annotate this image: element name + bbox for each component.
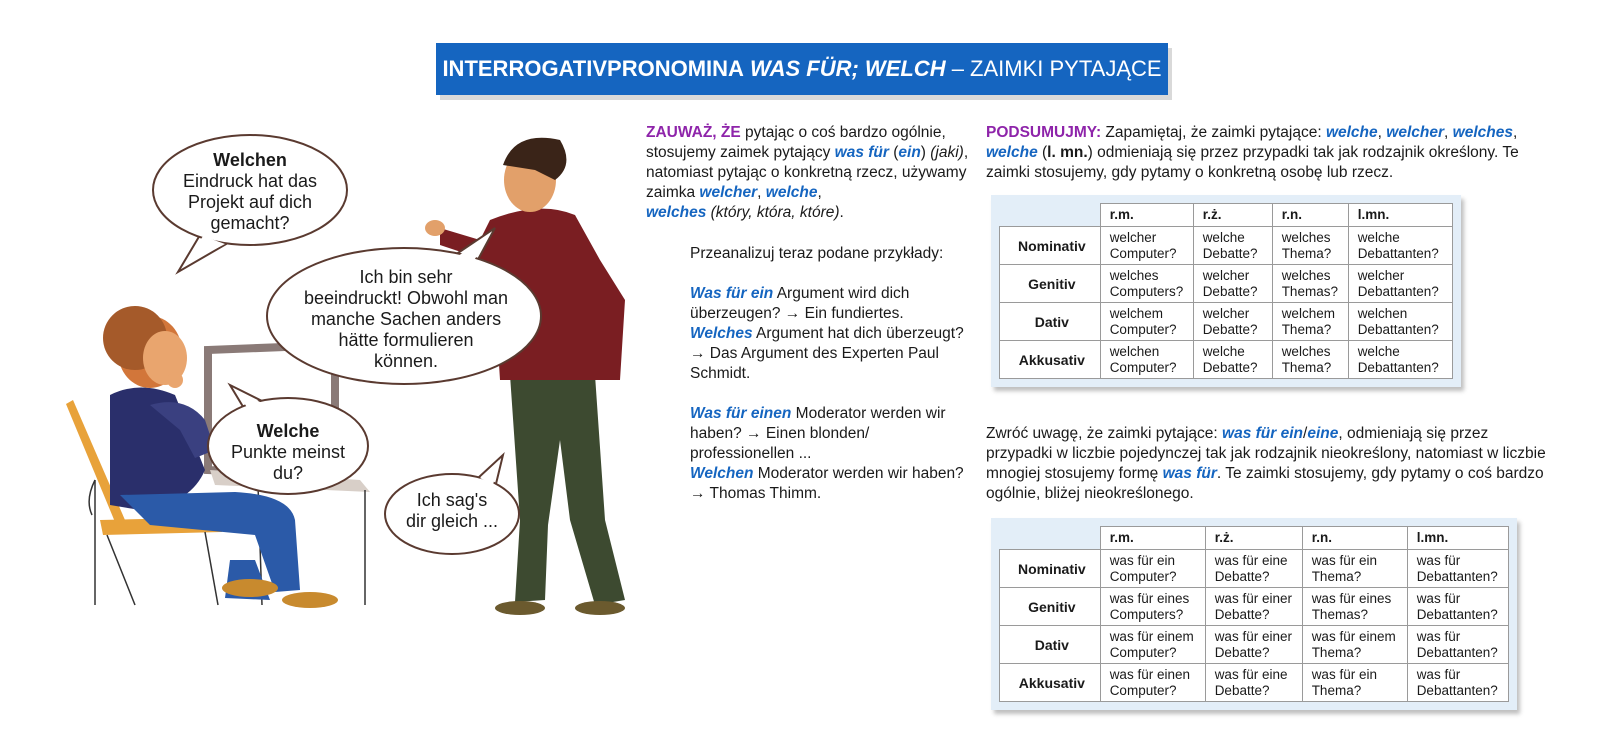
cell-noun: Debatte?: [1202, 284, 1258, 299]
table-cell: [1407, 626, 1508, 664]
table-row: [1000, 664, 1509, 702]
cell-noun: Themas?: [1311, 607, 1368, 622]
cell-noun: Debatte?: [1214, 645, 1270, 660]
cell-pronoun: was für ein: [1311, 553, 1377, 568]
table-row: [1000, 227, 1453, 265]
cell-pronoun: welche: [1357, 344, 1400, 359]
table-cell: [1205, 626, 1302, 664]
case-label: Genitiv: [1000, 265, 1101, 303]
note-text: ,: [817, 184, 822, 201]
illustration: [60, 110, 660, 630]
table-row: [1000, 550, 1509, 588]
example-4: [690, 464, 965, 504]
cell-pronoun: was für einer: [1214, 591, 1292, 606]
case-label: Akkusativ: [1000, 664, 1101, 702]
bubble-welchen-line2: Eindruck hat das: [182, 171, 318, 191]
title-rest: – ZAIMKI PYTAJĄCE: [951, 56, 1162, 81]
bubble-reply-line1: Ich sag's: [416, 490, 488, 510]
bubble-welchen-line4: gemacht?: [210, 213, 290, 233]
was-fuer-declension-table: [991, 518, 1517, 710]
table-cell: [1302, 664, 1407, 702]
table-cell: [1100, 664, 1205, 702]
case-label: Akkusativ: [1000, 341, 1101, 379]
cell-pronoun: welcher: [1202, 306, 1250, 321]
keyword: Was für einen: [690, 405, 792, 422]
summary-label: PODSUMUJMY:: [986, 124, 1102, 141]
note-text: , natomiast pytając o konkretną rzecz, używamy zaimka: [646, 144, 969, 201]
table-cell: [1407, 550, 1508, 588]
table-cell: [1193, 265, 1272, 303]
table-row: [1000, 341, 1453, 379]
cell-pronoun: was für: [1416, 553, 1461, 568]
cell-noun: Debattanten?: [1357, 360, 1439, 375]
table-cell: [1100, 227, 1193, 265]
table-cell: [1348, 265, 1452, 303]
keyword: Was für ein: [690, 285, 774, 302]
bubble-answer-line4: hätte formulieren: [338, 330, 474, 350]
table-cell: [1348, 227, 1452, 265]
cell-noun: Themas?: [1281, 284, 1338, 299]
table-cell: [1407, 588, 1508, 626]
cell-pronoun: was für ein: [1311, 667, 1377, 682]
table-cell: [1100, 265, 1193, 303]
cell-noun: Debattanten?: [1357, 246, 1439, 261]
keyword: welches: [646, 204, 707, 221]
cell-pronoun: was für: [1416, 591, 1461, 606]
cell-pronoun: was für: [1416, 629, 1461, 644]
bubble-welche-line2: Punkte meinst: [230, 442, 346, 462]
cell-noun: Computer?: [1109, 246, 1177, 261]
keyword: welche: [765, 184, 818, 201]
title-bold: INTERROGATIVPRONOMINA: [442, 56, 744, 81]
cell-noun: Computer?: [1109, 569, 1177, 584]
example-text: Argument wird dich überzeugen? → Ein fundiertes.: [690, 285, 910, 322]
keyword: welches: [1452, 124, 1513, 141]
keyword: was für ein: [1222, 425, 1304, 442]
table-cell: [1205, 664, 1302, 702]
cell-pronoun: was für eine: [1214, 667, 1288, 682]
note-text: ): [920, 144, 931, 161]
table-cell: [1272, 303, 1348, 341]
example-text: Argument hat dich überzeugt? → Das Argument des Experten Paul Schmidt.: [690, 325, 964, 382]
title-banner: [436, 43, 1168, 95]
cell-pronoun: welche: [1202, 344, 1245, 359]
header-feminine: r.ż.: [1193, 204, 1272, 227]
note-text: ,: [757, 184, 766, 201]
cell-pronoun: was für einem: [1109, 629, 1194, 644]
table-cell: [1100, 588, 1205, 626]
cell-noun: Computer?: [1109, 645, 1177, 660]
keyword: eine: [1307, 425, 1339, 442]
summary-block: [986, 123, 1561, 183]
header-plural: l.mn.: [1407, 527, 1508, 550]
bubble-answer-line2: beeindruckt! Obwohl man: [303, 288, 509, 308]
table-cell: [1272, 265, 1348, 303]
cell-noun: Computers?: [1109, 607, 1184, 622]
keyword: was für: [1162, 465, 1217, 482]
note-translation: (jaki): [930, 144, 964, 161]
table-cell: [1205, 588, 1302, 626]
cell-noun: Debatte?: [1214, 569, 1270, 584]
table-corner: [1000, 527, 1101, 550]
note2-block: [986, 424, 1556, 504]
cell-pronoun: welchem: [1109, 306, 1163, 321]
cell-noun: Thema?: [1281, 246, 1332, 261]
cell-pronoun: welcher: [1109, 230, 1157, 245]
cell-pronoun: was für eines: [1109, 591, 1190, 606]
example-1: [690, 284, 965, 324]
cell-noun: Thema?: [1311, 683, 1362, 698]
table-row: [1000, 303, 1453, 341]
header-neuter: r.n.: [1302, 527, 1407, 550]
table-cell: [1193, 303, 1272, 341]
note2-text: /: [1303, 425, 1308, 442]
summary-text: Zapamiętaj, że zaimki pytające:: [1101, 124, 1326, 141]
header-feminine: r.ż.: [1205, 527, 1302, 550]
cell-pronoun: was für einem: [1311, 629, 1396, 644]
cell-pronoun: welches: [1109, 268, 1159, 283]
table-cell: [1348, 303, 1452, 341]
summary-text: ,: [1444, 124, 1453, 141]
cell-noun: Computer?: [1109, 683, 1177, 698]
keyword: welche: [1325, 124, 1378, 141]
cell-noun: Computer?: [1109, 322, 1177, 337]
note-text: (: [888, 144, 899, 161]
table-row: [1000, 265, 1453, 303]
cell-noun: Thema?: [1311, 569, 1362, 584]
examples-intro: Przeanalizuj teraz podane przykłady:: [690, 245, 944, 262]
keyword: welcher: [699, 184, 758, 201]
table-cell: [1193, 227, 1272, 265]
cell-pronoun: was für einen: [1109, 667, 1190, 682]
table-row: [1000, 588, 1509, 626]
cell-pronoun: welcher: [1357, 268, 1405, 283]
note2-text: Zwróć uwagę, że zaimki pytające:: [986, 425, 1223, 442]
table-cell: [1272, 227, 1348, 265]
note-text: .: [839, 204, 844, 221]
table-cell: [1100, 550, 1205, 588]
table-cell: [1407, 664, 1508, 702]
table-cell: [1205, 550, 1302, 588]
keyword: ein: [898, 144, 921, 161]
case-label: Dativ: [1000, 303, 1101, 341]
cell-pronoun: welchen: [1109, 344, 1160, 359]
header-neuter: r.n.: [1272, 204, 1348, 227]
case-label: Nominativ: [1000, 227, 1101, 265]
example-2: [690, 324, 965, 384]
cell-pronoun: welchen: [1357, 306, 1408, 321]
cell-noun: Debattanten?: [1416, 645, 1498, 660]
cell-noun: Debattanten?: [1416, 683, 1498, 698]
cell-noun: Debattanten?: [1357, 284, 1439, 299]
cell-pronoun: welcher: [1202, 268, 1250, 283]
header-masculine: r.m.: [1100, 204, 1193, 227]
case-label: Nominativ: [1000, 550, 1101, 588]
bubble-answer-line1: Ich bin sehr: [359, 267, 453, 287]
table-corner: [1000, 204, 1101, 227]
keyword: welcher: [1386, 124, 1445, 141]
cell-pronoun: welche: [1357, 230, 1400, 245]
example-text: Moderator werden wir haben? → Thomas Thimm.: [690, 465, 964, 502]
keyword: Welches: [690, 325, 753, 342]
note-text: pytając o coś bardzo ogólnie, stosujemy zaimek pytający: [646, 124, 946, 161]
note-block: [646, 123, 971, 223]
example-3: [690, 404, 965, 464]
cell-noun: Thema?: [1281, 360, 1332, 375]
cell-noun: Debatte?: [1214, 607, 1270, 622]
table-row: [1000, 626, 1509, 664]
cell-noun: Thema?: [1281, 322, 1332, 337]
note-label: ZAUWAŻ, ŻE: [646, 124, 741, 141]
cell-noun: Computers?: [1109, 284, 1184, 299]
cell-pronoun: was für eine: [1214, 553, 1288, 568]
cell-pronoun: welches: [1281, 344, 1331, 359]
keyword: welche: [986, 144, 1038, 161]
bubble-welchen-line1: Welchen: [213, 150, 287, 170]
bubble-welche-line1: Welche: [256, 421, 320, 441]
table-cell: [1100, 341, 1193, 379]
bubble-reply-line2: dir gleich ...: [405, 511, 499, 531]
cell-pronoun: welches: [1281, 268, 1331, 283]
cell-pronoun: was für eines: [1311, 591, 1392, 606]
table-cell: [1302, 550, 1407, 588]
header-masculine: r.m.: [1100, 527, 1205, 550]
cell-noun: Debatte?: [1202, 246, 1258, 261]
summary-text: ,: [1377, 124, 1387, 141]
keyword: was für: [834, 144, 889, 161]
table-cell: [1100, 303, 1193, 341]
note2-text: , odmieniają się przez przypadki w liczbie pojedynczej tak jak rodzajnik nieokreślony, natomiast w liczbie mnogiej stosujemy formę: [986, 425, 1546, 482]
cell-pronoun: welche: [1202, 230, 1245, 245]
example-text: Moderator werden wir haben? → Einen blonden/ professionellen ...: [690, 405, 946, 462]
table-cell: [1348, 341, 1452, 379]
note2-text: . Te zaimki stosujemy, gdy pytamy o coś bardzo ogólnie, bliżej nieokreślonego.: [986, 465, 1544, 502]
cell-noun: Debattanten?: [1357, 322, 1439, 337]
note-translation: (który, która, które): [706, 204, 840, 221]
case-label: Genitiv: [1000, 588, 1101, 626]
cell-pronoun: was für: [1416, 667, 1461, 682]
table-cell: [1193, 341, 1272, 379]
bubble-welche-line3: du?: [272, 463, 304, 483]
keyword: Welchen: [690, 465, 754, 482]
examples-block: [690, 244, 965, 504]
cell-pronoun: welches: [1281, 230, 1331, 245]
summary-text: ) odmieniają się przez przypadki tak jak rodzajnik określony. Te zaimki stosujemy, gdy pytamy o konkretną osobę lub rzecz.: [986, 144, 1519, 181]
case-label: Dativ: [1000, 626, 1101, 664]
table-cell: [1302, 588, 1407, 626]
cell-noun: Debattanten?: [1416, 569, 1498, 584]
bubble-answer-line3: manche Sachen anders: [310, 309, 502, 329]
header-plural: l.mn.: [1348, 204, 1452, 227]
cell-pronoun: welchem: [1281, 306, 1335, 321]
title-italic: WAS FÜR; WELCH: [750, 56, 946, 81]
summary-text: ,: [1512, 124, 1518, 141]
table-cell: [1100, 626, 1205, 664]
bubble-welchen-line3: Projekt auf dich: [187, 192, 313, 212]
cell-pronoun: was für einer: [1214, 629, 1292, 644]
summary-text: (: [1037, 144, 1048, 161]
cell-noun: Computer?: [1109, 360, 1177, 375]
cell-noun: Debatte?: [1202, 360, 1258, 375]
cell-noun: Debattanten?: [1416, 607, 1498, 622]
bubble-answer-line5: können.: [373, 351, 439, 371]
cell-noun: Debatte?: [1202, 322, 1258, 337]
summary-plural: l. mn.: [1047, 144, 1088, 161]
table-cell: [1302, 626, 1407, 664]
cell-noun: Thema?: [1311, 645, 1362, 660]
table-cell: [1272, 341, 1348, 379]
welch-declension-table: [991, 195, 1461, 387]
cell-noun: Debatte?: [1214, 683, 1270, 698]
cell-pronoun: was für ein: [1109, 553, 1175, 568]
